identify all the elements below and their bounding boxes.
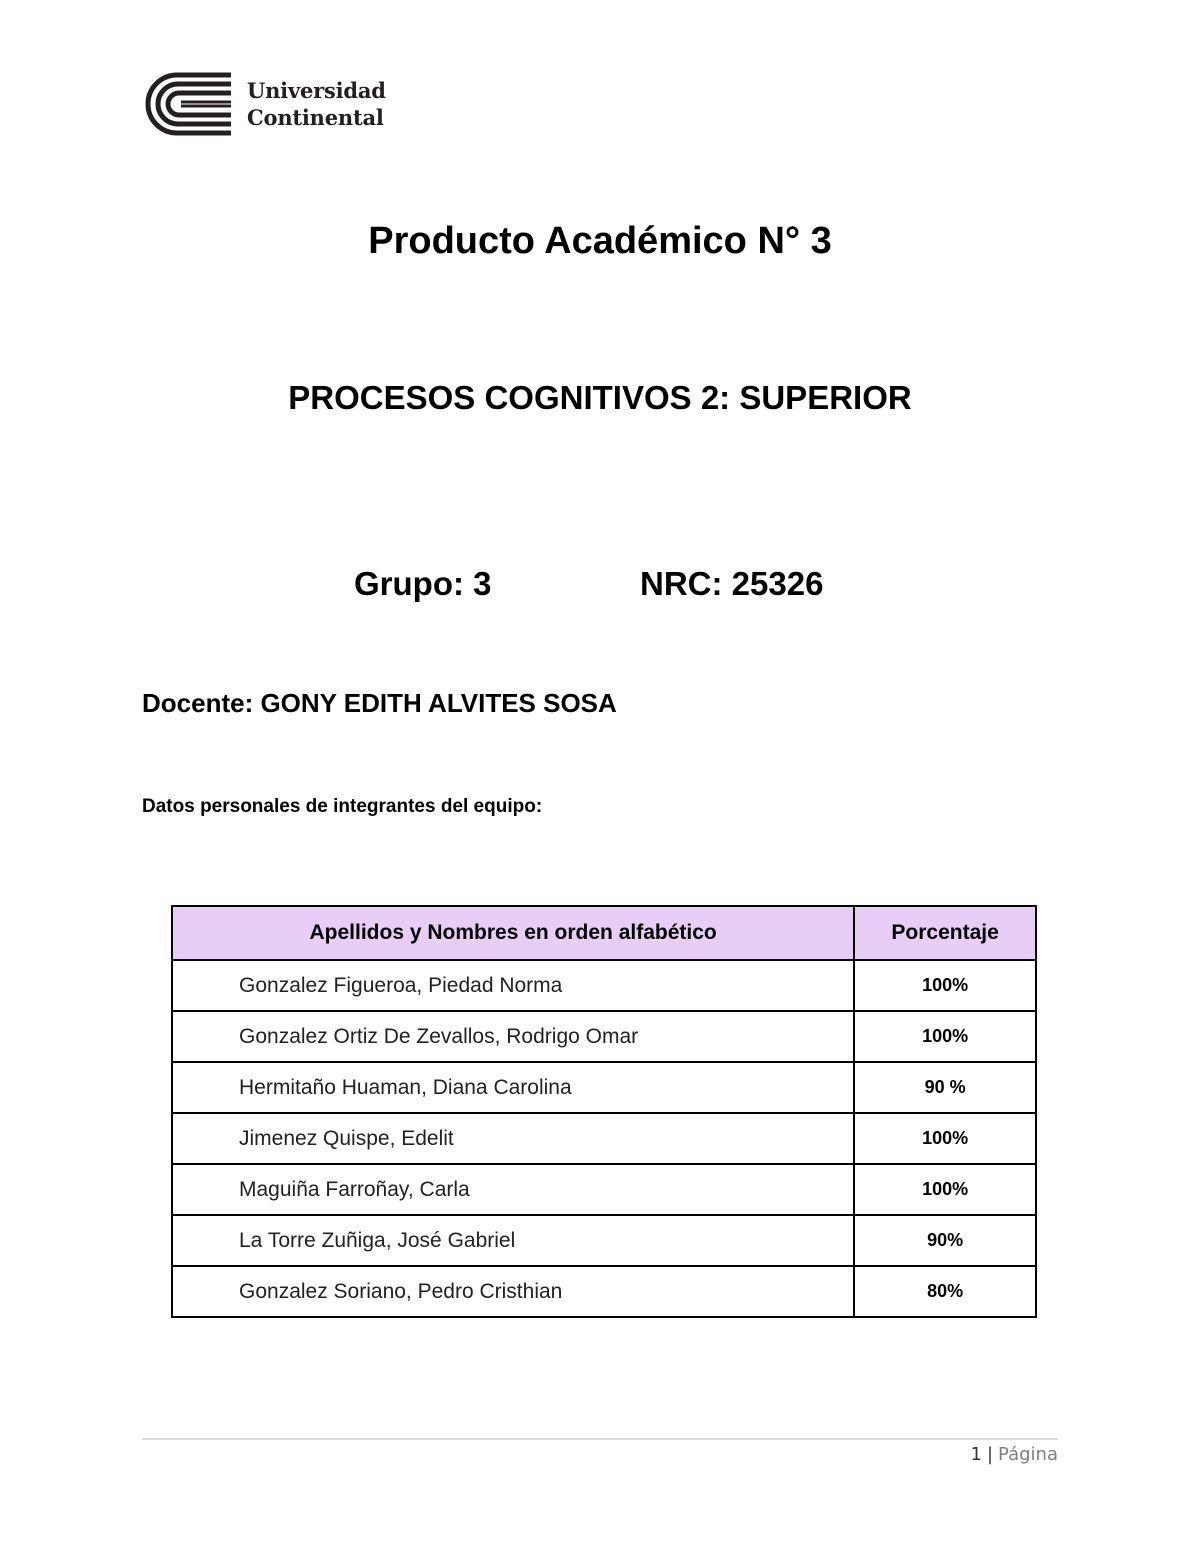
member-name: Hermitaño Huaman, Diana Carolina [172, 1062, 854, 1113]
university-logo [143, 70, 403, 140]
column-header-percentage: Porcentaje [854, 906, 1036, 960]
member-name: La Torre Zuñiga, José Gabriel [172, 1215, 854, 1266]
footer-divider [142, 1438, 1058, 1440]
table-header-row [172, 906, 1036, 960]
team-members-table [171, 905, 1037, 1318]
member-name: Maguiña Farroñay, Carla [172, 1164, 854, 1215]
member-percentage: 100% [854, 960, 1036, 1011]
course-name: PROCESOS COGNITIVOS 2: SUPERIOR [288, 379, 912, 416]
member-percentage: 100% [854, 1164, 1036, 1215]
page-number: 1 [970, 1444, 982, 1465]
member-name: Gonzalez Figueroa, Piedad Norma [172, 960, 854, 1011]
member-name: Gonzalez Soriano, Pedro Cristhian [172, 1266, 854, 1317]
teacher-name: Docente: GONY EDITH ALVITES SOSA [142, 688, 617, 718]
table-row [172, 1266, 1036, 1317]
logo-line-2: Continental [247, 105, 384, 130]
table-row [172, 1113, 1036, 1164]
member-percentage: 100% [854, 1113, 1036, 1164]
member-percentage: 90 % [854, 1062, 1036, 1113]
table-row [172, 960, 1036, 1011]
document-title: Producto Académico N° 3 [368, 220, 832, 262]
footer-separator: | [986, 1444, 994, 1465]
team-data-label: Datos personales de integrantes del equipo: [142, 796, 543, 817]
member-percentage: 100% [854, 1011, 1036, 1062]
university-logo-wordmark [247, 77, 386, 131]
table-row [172, 1215, 1036, 1266]
logo-line-1: Universidad [247, 78, 386, 103]
table-row [172, 1164, 1036, 1215]
university-logo-mark-icon [143, 70, 235, 138]
group-number: Grupo: 3 [354, 565, 492, 602]
member-percentage: 90% [854, 1215, 1036, 1266]
member-percentage: 80% [854, 1266, 1036, 1317]
page-footer [971, 1444, 1058, 1466]
page-word: Página [998, 1444, 1058, 1465]
table-row [172, 1011, 1036, 1062]
member-name: Jimenez Quispe, Edelit [172, 1113, 854, 1164]
nrc-code: NRC: 25326 [640, 565, 824, 602]
table-row [172, 1062, 1036, 1113]
column-header-name: Apellidos y Nombres en orden alfabético [172, 906, 854, 960]
member-name: Gonzalez Ortiz De Zevallos, Rodrigo Omar [172, 1011, 854, 1062]
